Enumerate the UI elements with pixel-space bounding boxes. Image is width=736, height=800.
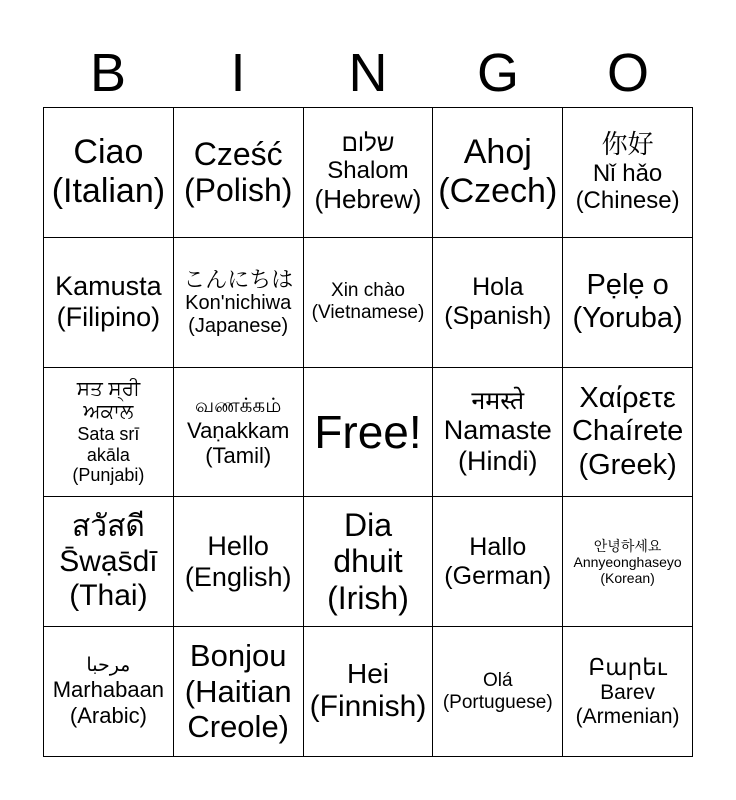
cell-text-line: (German) bbox=[444, 561, 552, 590]
cell-text-line: (Haitian bbox=[184, 673, 292, 709]
cell-text-line: (Filipino) bbox=[56, 302, 161, 333]
cell-text-line: வணக்கம் bbox=[195, 395, 282, 418]
header-letter-g: G bbox=[476, 43, 519, 103]
cell-text-line: Cześć bbox=[193, 135, 283, 172]
cell-text-line: Namaste bbox=[443, 415, 552, 446]
cell-text-line: Ciao bbox=[73, 133, 144, 172]
bingo-cell[interactable] bbox=[433, 368, 563, 498]
bingo-cell[interactable] bbox=[174, 497, 304, 627]
cell-text-line: Hei bbox=[346, 658, 389, 690]
cell-text-line: (Thai) bbox=[69, 579, 148, 613]
cell-text-line: Bonjou bbox=[189, 638, 287, 674]
cell-text-line: สวัสดี bbox=[71, 510, 145, 544]
bingo-cell[interactable] bbox=[44, 108, 174, 238]
cell-text-line: (Portuguese) bbox=[442, 691, 553, 713]
bingo-cell[interactable] bbox=[174, 368, 304, 498]
bingo-cell[interactable] bbox=[433, 627, 563, 757]
cell-text-line: (Spanish) bbox=[444, 302, 552, 331]
cell-text-line: (Hindi) bbox=[458, 446, 538, 477]
cell-text-line: ਅਕਾਲ bbox=[83, 400, 134, 423]
cell-text-line: dhuit bbox=[333, 543, 403, 580]
cell-text-line: Hallo bbox=[469, 533, 527, 562]
cell-text-line: こんにちは bbox=[183, 266, 294, 292]
header-letter-i: I bbox=[230, 43, 246, 103]
cell-text-line: שלום bbox=[341, 129, 395, 157]
bingo-cell[interactable] bbox=[174, 238, 304, 368]
cell-text-line: (Korean) bbox=[600, 569, 655, 586]
bingo-cell[interactable] bbox=[304, 627, 434, 757]
cell-text-line: (Irish) bbox=[327, 580, 409, 617]
cell-text-line: (Arabic) bbox=[69, 702, 147, 728]
bingo-cell[interactable] bbox=[174, 627, 304, 757]
cell-text-line: Բարեւ bbox=[588, 654, 667, 681]
cell-text-line: akāla bbox=[86, 444, 130, 465]
cell-text-line: Kamusta bbox=[55, 271, 162, 302]
bingo-cell[interactable] bbox=[304, 238, 434, 368]
cell-text-line: (Greek) bbox=[578, 448, 677, 481]
header-letter-n: N bbox=[348, 43, 388, 103]
cell-text-line: (Italian) bbox=[51, 172, 166, 211]
cell-text-line: Marhabaan bbox=[52, 677, 165, 703]
cell-text-line: नमस्ते bbox=[471, 386, 525, 415]
cell-text-line: ਸਤ ਸ੍ਰੀ bbox=[76, 377, 141, 400]
bingo-cell[interactable] bbox=[174, 108, 304, 238]
cell-text-line: مرحبا bbox=[86, 655, 131, 677]
bingo-cell[interactable] bbox=[44, 368, 174, 498]
cell-text-line: (Hebrew) bbox=[314, 184, 422, 215]
cell-text-line: (Japanese) bbox=[188, 314, 289, 337]
cell-text-line: Annyeonghaseyo bbox=[573, 553, 682, 570]
bingo-cell[interactable] bbox=[44, 627, 174, 757]
cell-text-line: Dia bbox=[343, 506, 392, 543]
cell-text-line: S̄wạs̄dī bbox=[59, 544, 158, 578]
cell-text-line: Hola bbox=[472, 273, 524, 302]
cell-text-line: Hello bbox=[207, 530, 269, 561]
bingo-cell[interactable] bbox=[563, 238, 693, 368]
cell-text-line: (Finnish) bbox=[309, 690, 427, 724]
cell-text-line: (Punjabi) bbox=[72, 465, 145, 486]
cell-text-line: Vaṇakkam bbox=[187, 418, 290, 444]
cell-text-line: (Polish) bbox=[183, 172, 293, 209]
cell-text-line: (English) bbox=[184, 561, 292, 592]
cell-text-line: (Vietnamese) bbox=[311, 302, 425, 324]
cell-text-line: Olá bbox=[483, 669, 513, 691]
bingo-cell[interactable] bbox=[304, 108, 434, 238]
cell-text-line: Pẹlẹ o bbox=[586, 268, 669, 301]
cell-text-line: (Yoruba) bbox=[572, 302, 683, 335]
bingo-cell[interactable] bbox=[563, 627, 693, 757]
free-space-cell[interactable] bbox=[304, 368, 434, 498]
cell-text-line: Kon'nichiwa bbox=[185, 291, 292, 314]
cell-text-line: 你好 bbox=[601, 128, 654, 159]
cell-text-line: Free! bbox=[314, 405, 422, 458]
cell-text-line: Ahoj bbox=[463, 133, 532, 172]
cell-text-line: Nǐ hǎo bbox=[592, 159, 663, 187]
bingo-cell[interactable] bbox=[433, 238, 563, 368]
cell-text-line: Χαίρετε bbox=[579, 381, 676, 414]
cell-text-line: Barev bbox=[600, 680, 656, 704]
header-letter-o: O bbox=[606, 43, 649, 103]
bingo-header bbox=[43, 40, 693, 106]
cell-text-line: (Armenian) bbox=[575, 704, 680, 728]
bingo-cell[interactable] bbox=[563, 368, 693, 498]
cell-text-line: Chaírete bbox=[571, 415, 684, 448]
bingo-cell[interactable] bbox=[433, 497, 563, 627]
bingo-cell[interactable] bbox=[563, 497, 693, 627]
bingo-grid bbox=[43, 107, 693, 757]
bingo-cell[interactable] bbox=[44, 238, 174, 368]
bingo-cell[interactable] bbox=[563, 108, 693, 238]
cell-text-line: (Tamil) bbox=[205, 443, 272, 469]
cell-text-line: (Czech) bbox=[438, 172, 558, 211]
cell-text-line: Creole) bbox=[187, 709, 290, 745]
cell-text-line: (Chinese) bbox=[575, 187, 680, 215]
bingo-cell[interactable] bbox=[44, 497, 174, 627]
header-letter-b: B bbox=[89, 43, 127, 103]
cell-text-line: Shalom bbox=[327, 157, 409, 185]
bingo-cell[interactable] bbox=[433, 108, 563, 238]
cell-text-line: Sata srī bbox=[77, 423, 140, 444]
cell-text-line: 안녕하세요 bbox=[593, 537, 662, 554]
cell-text-line: Xin chào bbox=[331, 280, 405, 302]
bingo-cell[interactable] bbox=[304, 497, 434, 627]
